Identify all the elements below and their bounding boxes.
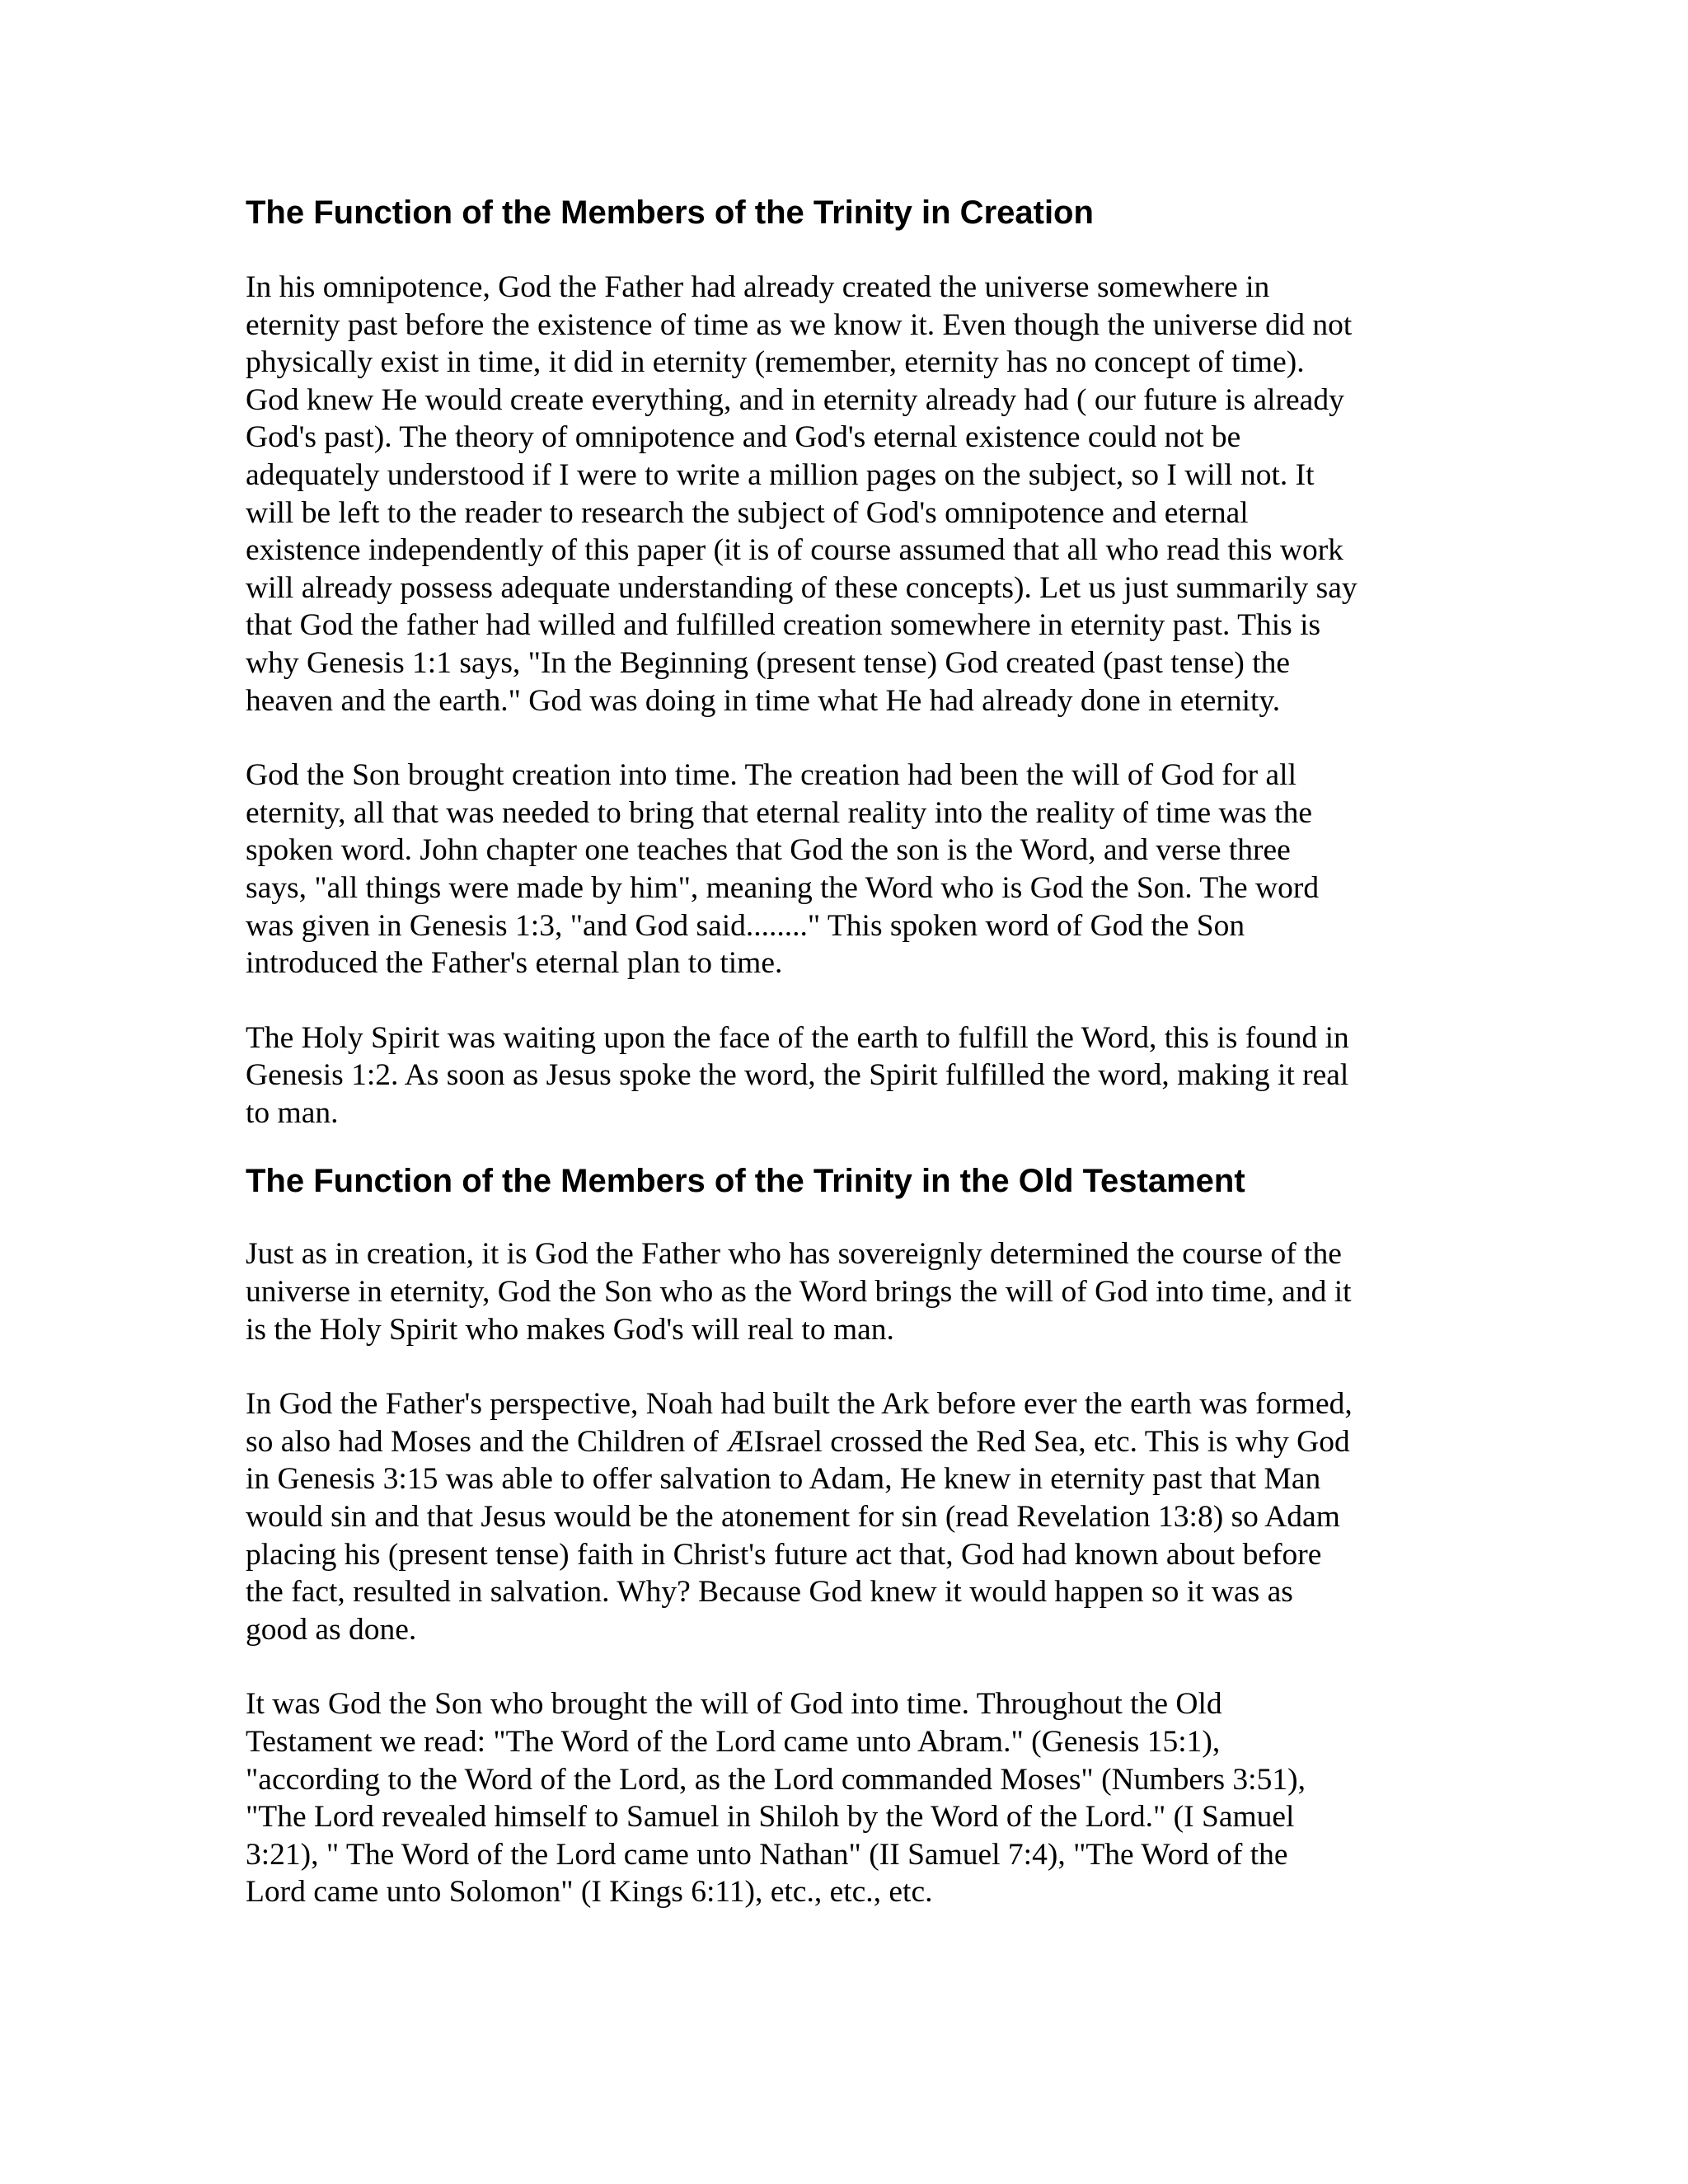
- text-line: physically exist in time, it did in eternity (remember, eternity has no concept of time).: [246, 345, 1305, 380]
- text-line: God's past). The theory of omnipotence and God's eternal existence could not be: [246, 420, 1241, 455]
- paragraph-father-creation: [246, 269, 1449, 719]
- text-line: adequately understood if I were to write a million pages on the subject, so I will not. It: [246, 457, 1315, 492]
- text-line: is the Holy Spirit who makes God's will real to man.: [246, 1312, 894, 1347]
- section-heading-old-testament: The Function of the Members of the Trinity in the Old Testament: [246, 1163, 1245, 1200]
- text-line: to man.: [246, 1095, 339, 1130]
- text-line: Testament we read: "The Word of the Lord came unto Abram." (Genesis 15:1),: [246, 1725, 1221, 1759]
- paragraph-son-old-testament: [246, 1685, 1449, 1911]
- text-line: In God the Father's perspective, Noah had built the Ark before ever the earth was formed,: [246, 1387, 1353, 1422]
- text-line: In his omnipotence, God the Father had already created the universe somewhere in: [246, 270, 1270, 304]
- text-line: It was God the Son who brought the will of God into time. Throughout the Old: [246, 1687, 1222, 1722]
- text-line: "according to the Word of the Lord, as the Lord commanded Moses" (Numbers 3:51),: [246, 1762, 1306, 1797]
- text-line: 3:21), " The Word of the Lord came unto Nathan" (II Samuel 7:4), "The Word of the: [246, 1837, 1288, 1872]
- text-line: spoken word. John chapter one teaches that God the son is the Word, and verse three: [246, 833, 1291, 868]
- paragraph-trinity-summary: [246, 1235, 1449, 1348]
- paragraph-father-perspective: [246, 1385, 1449, 1648]
- text-line: in Genesis 3:15 was able to offer salvation to Adam, He knew in eternity past that Man: [246, 1462, 1321, 1497]
- text-line: The Holy Spirit was waiting upon the face of the earth to fulfill the Word, this is found in: [246, 1020, 1349, 1055]
- text-line: Genesis 1:2. As soon as Jesus spoke the word, the Spirit fulfilled the word, making it real: [246, 1058, 1349, 1093]
- text-line: "The Lord revealed himself to Samuel in Shiloh by the Word of the Lord." (I Samuel: [246, 1800, 1295, 1835]
- text-line: why Genesis 1:1 says, "In the Beginning (present tense) God created (past tense) the: [246, 645, 1291, 680]
- text-line: universe in eternity, God the Son who as the Word brings the will of God into time, and it: [246, 1275, 1352, 1310]
- text-line: will be left to the reader to research the subject of God's omnipotence and eternal: [246, 495, 1249, 530]
- text-line: introduced the Father's eternal plan to time.: [246, 946, 783, 981]
- text-line: God knew He would create everything, and in eternity already had ( our future is already: [246, 382, 1344, 417]
- text-line: so also had Moses and the Children of ÆIsrael crossed the Red Sea, etc. This is why God: [246, 1424, 1350, 1459]
- paragraph-son-creation: [246, 757, 1449, 982]
- text-line: existence independently of this paper (it is of course assumed that all who read this work: [246, 533, 1343, 568]
- text-line: will already possess adequate understanding of these concepts). Let us just summarily say: [246, 570, 1357, 605]
- section-heading-creation: The Function of the Members of the Trinity in Creation: [246, 194, 1094, 231]
- paragraph-spirit-creation: [246, 1019, 1449, 1132]
- document-page: [246, 191, 1449, 1911]
- text-line: that God the father had willed and fulfilled creation somewhere in eternity past. This is: [246, 608, 1321, 643]
- text-line: Lord came unto Solomon" (I Kings 6:11), etc., etc., etc.: [246, 1875, 933, 1910]
- text-line: placing his (present tense) faith in Christ's future act that, God had known about before: [246, 1537, 1322, 1572]
- text-line: eternity, all that was needed to bring that eternal reality into the reality of time was the: [246, 795, 1312, 830]
- text-line: good as done.: [246, 1612, 417, 1647]
- text-line: was given in Genesis 1:3, "and God said........" This spoken word of God the Son: [246, 908, 1245, 943]
- text-line: Just as in creation, it is God the Father who has sovereignly determined the course of the: [246, 1237, 1342, 1272]
- text-line: God the Son brought creation into time. The creation had been the will of God for all: [246, 758, 1297, 793]
- text-line: the fact, resulted in salvation. Why? Because God knew it would happen so it was as: [246, 1575, 1293, 1610]
- text-line: heaven and the earth." God was doing in time what He had already done in eternity.: [246, 683, 1281, 718]
- text-line: would sin and that Jesus would be the atonement for sin (read Revelation 13:8) so Adam: [246, 1500, 1340, 1535]
- text-line: says, "all things were made by him", meaning the Word who is God the Son. The word: [246, 870, 1320, 905]
- text-line: eternity past before the existence of time as we know it. Even though the universe did not: [246, 307, 1353, 342]
